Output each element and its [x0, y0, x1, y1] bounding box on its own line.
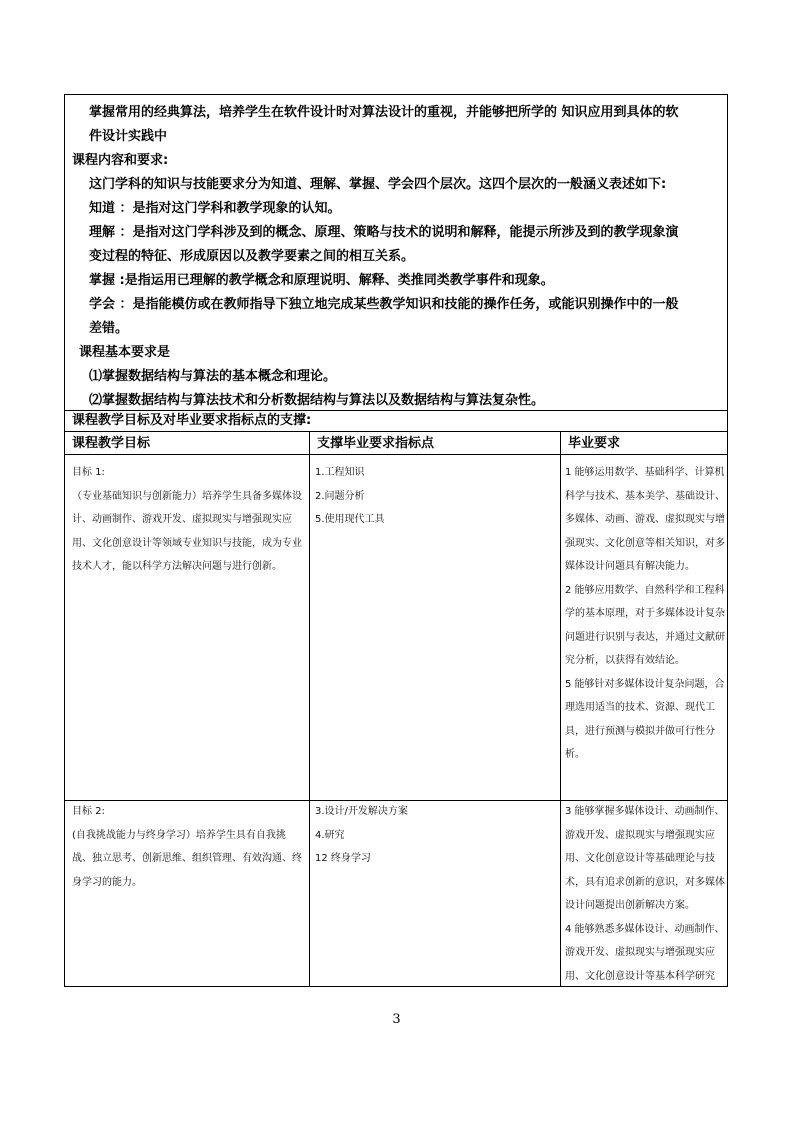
goal-description: （专业基础知识与创新能力）培养学生具备多媒体设计、动画制作、游戏开发、虚拟现实与增强现实应用、文化创意设计等领域专业知识与技能，成为专业技术人才，能以科学方法解决问题与进行创新。 [72, 490, 302, 572]
table-row-2-indicators [315, 800, 555, 871]
intro-line: 这门学科的知识与技能要求分为知道、理解、掌握、学会四个层次。这四个层次的一般涵义表述如下: [89, 177, 667, 192]
goal-description: (自我挑战能力与终身学习）培养学生具有自我挑战、独立思考、创新思维、组织管理、有效沟通、终身学习的能力。 [72, 829, 302, 888]
page-number: 3 [392, 1012, 401, 1027]
column-divider [560, 432, 561, 986]
intro-line: 理解 ：是指对这门学科涉及到的概念、原理、策略与技术的说明和解释，能提示所涉及到的教学现象演 [89, 225, 679, 240]
goal-title: 目标 2: [72, 806, 105, 817]
section-heading: 课程基本要求是 [79, 345, 171, 360]
intro-line: 掌握常用的经典算法，培养学生在软件设计时对算法设计的重视，并能够把所学的 知识应用到具体的软 [89, 105, 679, 120]
requirement-item: 4 能够熟悉多媒体设计、动画制作、游戏开发、虚拟现实与增强现实应用、文化创意设计等基本科学研究 [565, 923, 725, 982]
indicator-item: 2.问题分析 [315, 490, 365, 502]
course-intro-section [65, 95, 727, 411]
indicator-item: 1.工程知识 [315, 467, 365, 478]
requirement-item: 1 能够运用数学、基础科学、计算机科学与技术、基本美学、基础设计、多媒体、动画、游戏、虚拟现实与增强现实、文化创意等相关知识，对多媒体设计问题具有解决能力。 [565, 467, 725, 572]
table-row-1-goal [72, 461, 304, 579]
intro-line: 变过程的特征、形成原因以及教学要素之间的相互关系。 [89, 249, 415, 264]
intro-line: ⑴掌握数据结构与算法的基本概念和理论。 [89, 369, 337, 384]
column-divider [309, 432, 310, 986]
intro-line: 掌握 :是指运用已理解的教学概念和原理说明、解释、类推同类教学事件和现象。 [89, 273, 554, 288]
support-title-row [65, 411, 727, 432]
requirement-item: 2 能够应用数学、自然科学和工程科学的基本原理，对于多媒体设计复杂问题进行识别与表达，并通过文献研究分析，以获得有效结论。 [565, 584, 725, 666]
header-indicators: 支撑毕业要求指标点 [317, 436, 435, 451]
table-row-1-indicators [315, 461, 555, 532]
requirement-item: 3 能够掌握多媒体设计、动画制作、游戏开发、虚拟现实与增强现实应用、文化创意设计等基础理论与技术，具有追求创新的意识，对多媒体设计问题提出创新解决方案。 [565, 806, 725, 911]
table-row-2-goal [72, 800, 304, 894]
intro-line: ⑵掌握数据结构与算法技术和分析数据结构与算法以及数据结构与算法复杂性。 [89, 393, 545, 408]
intro-line: 学会 ：是指能模仿或在教师指导下独立地完成某些教学知识和技能的操作任务，或能识别操作中的一般 [89, 297, 679, 312]
section-heading: 课程内容和要求: [72, 153, 169, 168]
table-row-1-requirements [565, 461, 725, 767]
indicator-item: 12 终身学习 [315, 853, 371, 864]
intro-line: 知道 ：是指对这门学科和教学现象的认知。 [89, 201, 341, 216]
intro-line: 件设计实践中 [89, 129, 168, 144]
goal-title: 目标 1: [72, 467, 105, 478]
table-row-2-requirements [565, 800, 725, 982]
indicator-item: 3.设计/开发解决方案 [315, 806, 408, 817]
course-table [64, 94, 728, 987]
requirement-item: 5 能够针对多媒体设计复杂问题，合理选用适当的技术、资源、现代工具，进行预测与模拟并做可行性分析。 [565, 678, 725, 760]
indicator-item: 4.研究 [315, 829, 345, 841]
indicator-item: 5.使用现代工具 [315, 514, 385, 525]
header-requirements: 毕业要求 [568, 436, 621, 451]
intro-line: 差错。 [89, 321, 129, 336]
table-header-row [65, 432, 727, 455]
support-title: 课程教学目标及对毕业要求指标点的支撑: [72, 413, 312, 428]
header-goal: 课程教学目标 [72, 436, 151, 451]
